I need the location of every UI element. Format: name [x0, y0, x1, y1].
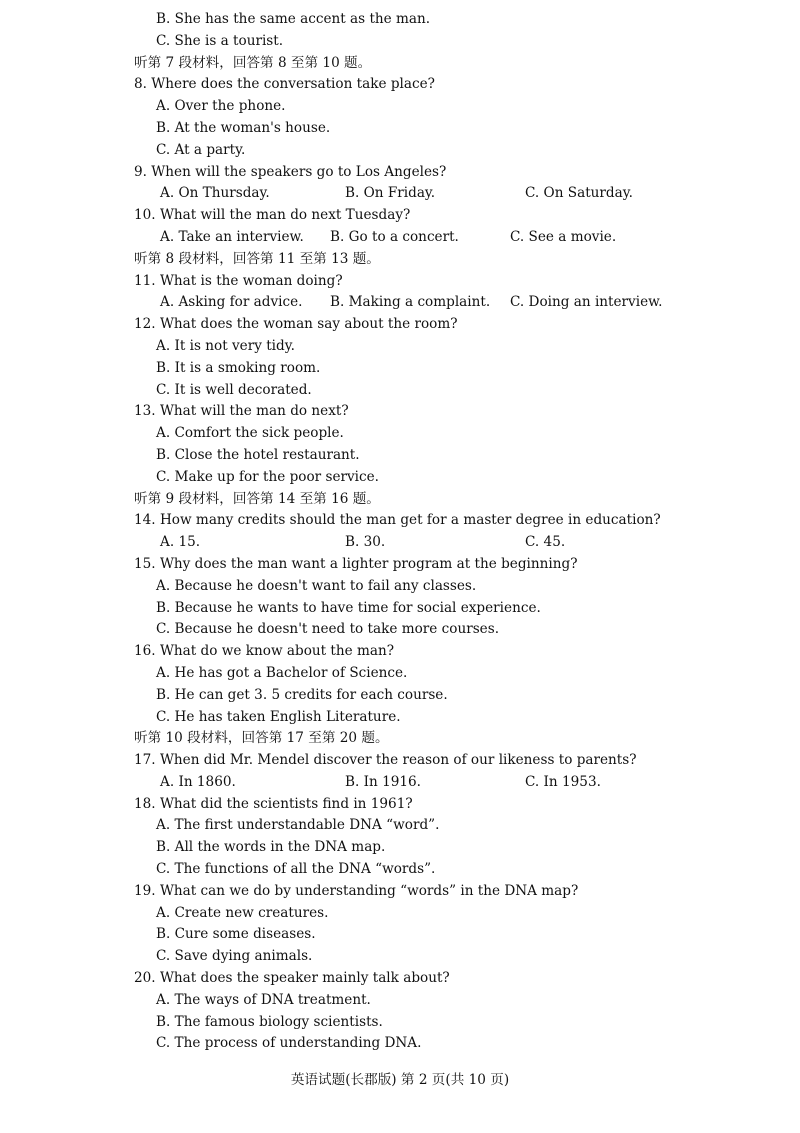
- answer-option: B. She has the same accent as the man.: [156, 11, 431, 27]
- question-stem: 13. What will the man do next?: [134, 403, 349, 420]
- answer-option: B. In 1916.: [345, 773, 421, 790]
- answer-option: A. Over the phone.: [156, 98, 286, 115]
- question-stem: 15. Why does the man want a lighter program at the beginning?: [134, 555, 578, 572]
- answer-option: C. He has taken English Literature.: [156, 708, 401, 725]
- question-stem: 8. Where does the conversation take place?: [134, 76, 435, 93]
- answer-option: B. Close the hotel restaurant.: [156, 446, 360, 463]
- answer-option: A. He has got a Bachelor of Science.: [156, 664, 408, 681]
- answer-option: B. On Friday.: [345, 185, 436, 202]
- option-row: [134, 227, 754, 249]
- answer-option: C. Save dying animals.: [156, 948, 313, 965]
- answer-option: B. It is a smoking room.: [156, 359, 321, 376]
- answer-option: C. She is a tourist.: [156, 32, 284, 49]
- question-stem: 10. What will the man do next Tuesday?: [134, 207, 411, 224]
- question-stem: 14. How many credits should the man get for a master degree in education?: [134, 512, 661, 529]
- answer-option: A. Asking for advice.: [160, 294, 303, 311]
- answer-option: C. 45.: [525, 534, 566, 551]
- answer-option: C. See a movie.: [510, 228, 617, 245]
- answer-option: B. The famous biology scientists.: [156, 1013, 383, 1030]
- page-footer: 英语试题(长郡版) 第 2 页(共 10 页): [290, 1072, 510, 1088]
- question-stem: 17. When did Mr. Mendel discover the reason of our likeness to parents?: [134, 752, 637, 769]
- answer-option: A. 15.: [160, 534, 201, 551]
- section-heading: 听第 8 段材料，回答第 11 至第 13 题。: [134, 250, 380, 267]
- answer-option: B. Making a complaint.: [330, 294, 491, 311]
- answer-option: C. The functions of all the DNA “words”.: [156, 861, 436, 878]
- question-stem: 16. What do we know about the man?: [134, 643, 395, 660]
- question-list: [134, 9, 754, 1055]
- question-stem: 9. When will the speakers go to Los Angeles?: [134, 163, 447, 180]
- answer-option: B. All the words in the DNA map.: [156, 839, 386, 856]
- answer-option: A. Comfort the sick people.: [156, 425, 344, 442]
- answer-option: B. 30.: [345, 534, 386, 551]
- question-stem: 18. What did the scientists find in 1961?: [134, 795, 413, 812]
- option-row: [134, 183, 754, 205]
- answer-option: A. Because he doesn't want to fail any classes.: [156, 577, 477, 594]
- answer-option: B. At the woman's house.: [156, 119, 331, 136]
- answer-option: B. Go to a concert.: [330, 228, 459, 245]
- answer-option: C. Doing an interview.: [510, 294, 663, 311]
- section-heading: 听第 10 段材料，回答第 17 至第 20 题。: [134, 730, 389, 747]
- answer-option: C. At a party.: [156, 141, 246, 158]
- question-stem: 11. What is the woman doing?: [134, 272, 343, 289]
- answer-option: C. Make up for the poor service.: [156, 468, 379, 485]
- answer-option: B. Cure some diseases.: [156, 926, 316, 943]
- answer-option: C. On Saturday.: [525, 185, 633, 202]
- answer-option: B. He can get 3. 5 credits for each course.: [156, 686, 448, 703]
- answer-option: C. In 1953.: [525, 773, 601, 790]
- answer-option: A. The ways of DNA treatment.: [156, 991, 371, 1008]
- question-stem: 19. What can we do by understanding “words” in the DNA map?: [134, 882, 579, 899]
- option-row: [134, 292, 754, 314]
- answer-option: C. The process of understanding DNA.: [156, 1035, 422, 1052]
- question-stem: 20. What does the speaker mainly talk about?: [134, 970, 450, 987]
- answer-option: A. Take an interview.: [160, 228, 304, 245]
- answer-option: A. In 1860.: [160, 773, 236, 790]
- option-row: [134, 772, 754, 794]
- answer-option: A. On Thursday.: [160, 185, 270, 202]
- answer-option: C. Because he doesn't need to take more courses.: [156, 621, 500, 638]
- question-stem: 12. What does the woman say about the room?: [134, 316, 458, 333]
- answer-option: B. Because he wants to have time for social experience.: [156, 599, 541, 616]
- option-row: [134, 532, 754, 554]
- answer-option: C. It is well decorated.: [156, 381, 312, 398]
- answer-option: A. Create new creatures.: [156, 904, 329, 921]
- answer-option: A. It is not very tidy.: [156, 337, 295, 354]
- answer-option: A. The first understandable DNA “word”.: [156, 817, 440, 834]
- section-heading: 听第 9 段材料，回答第 14 至第 16 题。: [134, 490, 380, 507]
- section-heading: 听第 7 段材料，回答第 8 至第 10 题。: [134, 54, 372, 71]
